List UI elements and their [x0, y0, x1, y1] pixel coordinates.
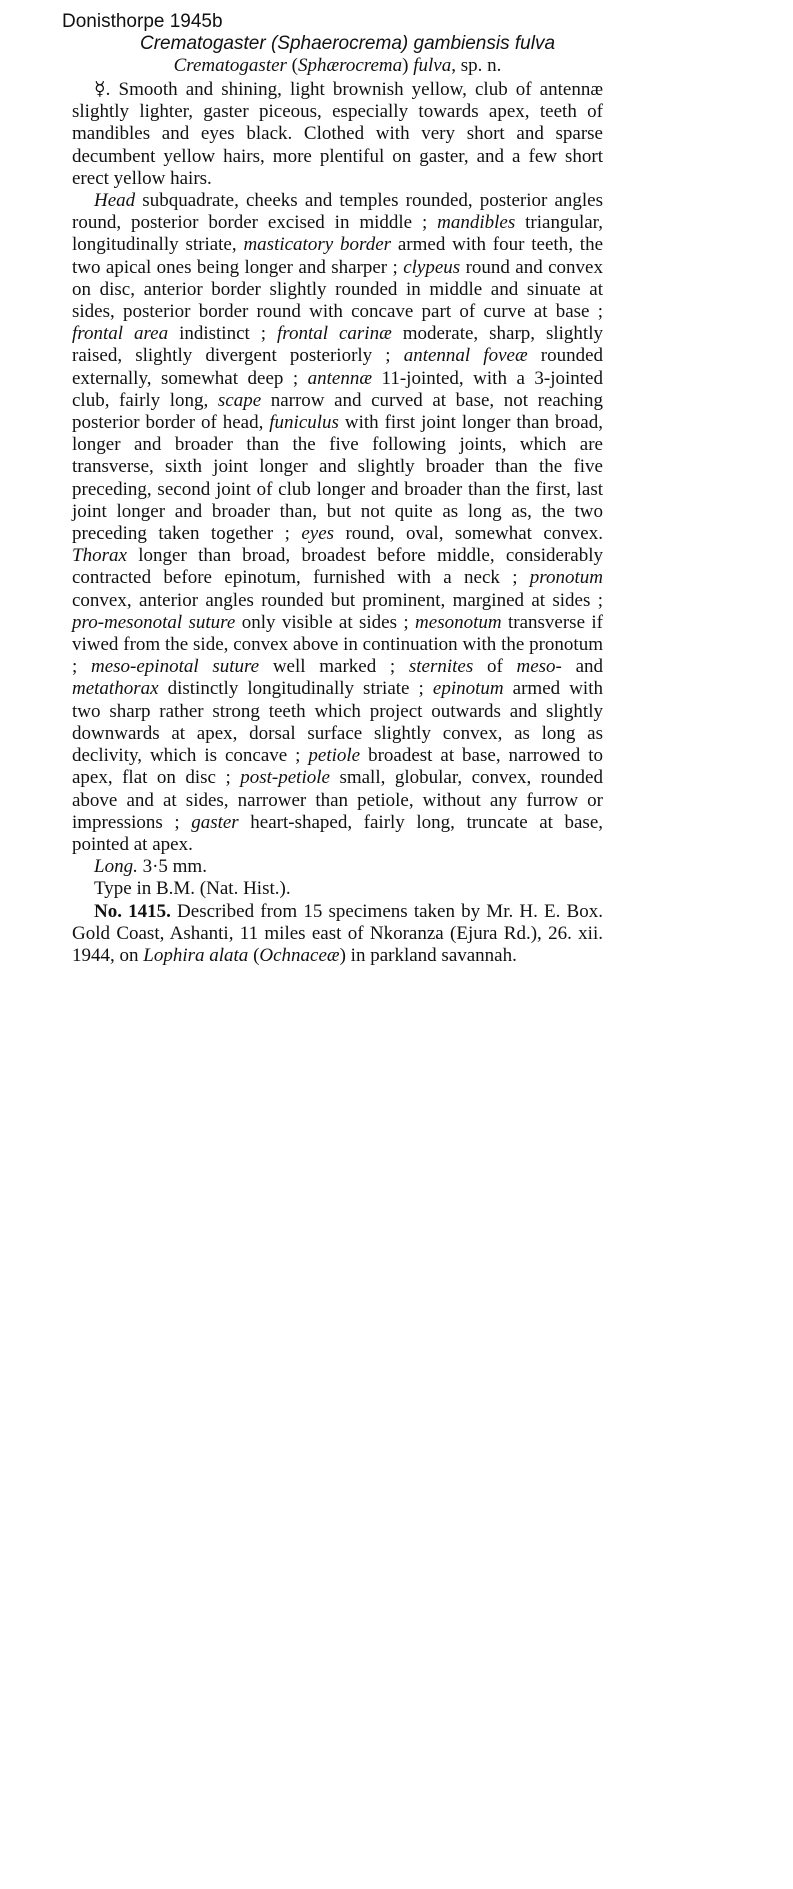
host-closing: ) in parkland savannah.: [339, 944, 517, 966]
morphology-text: broadest at base, narrowed to apex, flat on disc ;: [72, 745, 603, 789]
morphology-text: with first joint longer than broad, longer and broader than the five following joints, which are transverse, sixth joint longer and slightly broader than the five preceding, second joint of club longer and broader than the first, last joint longer and broader than, but not quite as long as, the two preceding taken together ;: [72, 412, 603, 545]
anatomy-term: meso-: [516, 656, 562, 678]
anatomy-term: funiculus: [269, 412, 339, 434]
anatomy-term: epinotum: [432, 678, 504, 700]
morphology-text: narrow and curved at base, not reaching posterior border of head,: [72, 389, 604, 434]
morphology-text: indistinct ;: [168, 323, 277, 345]
morphology-text: distinctly longitudinally striate ;: [158, 678, 433, 700]
anatomy-term: gaster: [191, 811, 239, 833]
length-label: Long.: [94, 856, 138, 878]
anatomy-term: Thorax: [72, 545, 127, 567]
host-plant: Lophira alata: [143, 944, 249, 966]
title-genus: Crematogaster: [173, 55, 287, 76]
taxon-name: Crematogaster (Sphaerocrema) gambiensis fulva: [140, 33, 556, 54]
morphology-text: and: [561, 656, 604, 678]
morphology-paragraph: [72, 190, 603, 856]
morphology-text: rounded externally, somewhat deep ;: [72, 345, 603, 389]
anatomy-term: masticatory border: [243, 234, 392, 256]
host-family: Ochnaceæ: [259, 944, 340, 966]
morphology-text: round, oval, somewhat convex.: [334, 523, 603, 545]
anatomy-term: antennæ: [307, 367, 373, 389]
anatomy-term: post-petiole: [240, 767, 330, 789]
anatomy-term: metathorax: [72, 678, 159, 700]
morphology-text: round and convex on disc, anterior border slightly rounded in middle and sinuate at sides, posterior border round with concave part of curve at base ;: [72, 256, 603, 323]
title-paren-open: (: [286, 55, 298, 76]
anatomy-term: eyes: [301, 523, 335, 545]
record-text: Described from 15 specimens taken by Mr. H. E. Box. Gold Coast, Ashanti, 11 miles east of Nkoranza (Ejura Rd.), 26. xii. 1944, on: [72, 900, 603, 966]
morphology-text: armed with four teeth, the two apical ones being longer and sharper ;: [72, 234, 604, 278]
anatomy-term: pronotum: [529, 567, 603, 589]
title-paren-close: ): [402, 55, 414, 76]
morphology-text: armed with two sharp rather strong teeth which project outwards and slightly downwards at apex, dorsal surface slightly convex, as long as declivity, which is concave ;: [72, 678, 603, 767]
record-paragraph: [72, 901, 603, 968]
morphology-text: convex, anterior angles rounded but prominent, margined at sides ;: [72, 589, 603, 611]
anatomy-term: pro-mesonotal suture: [72, 611, 236, 633]
intro-text: . Smooth and shining, light brownish yellow, club of antennæ slightly lighter, gaster piceous, especially towards apex, teeth of mandibles and eyes black. Clothed with very short and sparse decumbent yellow hairs, more plentiful on gaster, and a few short erect yellow hairs.: [72, 79, 603, 189]
anatomy-term: scape: [217, 389, 262, 411]
anatomy-term: petiole: [308, 745, 361, 767]
morphology-text: transverse if viwed from the side, convex above in continuation with the pronotum ;: [72, 611, 603, 678]
morphology-text: longer than broad, broadest before middle, considerably contracted before epinotum, furnished with a neck ;: [72, 545, 603, 589]
anatomy-term: meso-epinotal suture: [90, 656, 260, 678]
species-description: [72, 55, 603, 967]
length-value: 3·5 mm.: [137, 856, 207, 878]
anatomy-term: clypeus: [403, 256, 461, 278]
morphology-text: 11-jointed, with a 3-jointed club, fairly long,: [72, 367, 603, 411]
type-line: Type in B.M. (Nat. Hist.).: [94, 878, 291, 900]
length-line: [72, 856, 603, 878]
document-reference: Donisthorpe 1945b: [62, 11, 223, 32]
morphology-text: triangular, longitudinally striate,: [72, 212, 603, 256]
description-intro: [72, 79, 603, 190]
species-title: [72, 55, 603, 77]
morphology-text: subquadrate, cheeks and temples rounded, posterior angles round, posterior border excised in middle ;: [72, 190, 603, 234]
morphology-text: well marked ;: [259, 656, 409, 678]
morphology-text: of: [473, 656, 517, 678]
anatomy-term: mandibles: [437, 212, 516, 234]
host-paren-open: (: [248, 944, 260, 966]
anatomy-term: frontal carinæ: [277, 323, 392, 345]
anatomy-term: sternites: [408, 656, 474, 678]
title-species: fulva: [413, 55, 452, 76]
title-subgenus: Sphærocrema: [298, 55, 403, 76]
worker-caste-symbol: ☿: [94, 79, 106, 100]
anatomy-term: mesonotum: [415, 611, 502, 633]
record-number: No. 1415.: [94, 900, 171, 922]
morphology-text: only visible at sides ;: [235, 611, 416, 633]
anatomy-term: antennal foveæ: [403, 345, 528, 367]
morphology-text: moderate, sharp, slightly raised, slightly divergent posteriorly ;: [72, 323, 603, 367]
anatomy-term: Head: [94, 190, 136, 212]
morphology-text: small, globular, convex, rounded above and at sides, narrower than petiole, without any furrow or impressions ;: [72, 767, 603, 833]
morphology-text: heart-shaped, fairly long, truncate at base, pointed at apex.: [72, 811, 604, 855]
title-suffix: , sp. n.: [451, 55, 502, 76]
anatomy-term: frontal area: [72, 323, 169, 345]
